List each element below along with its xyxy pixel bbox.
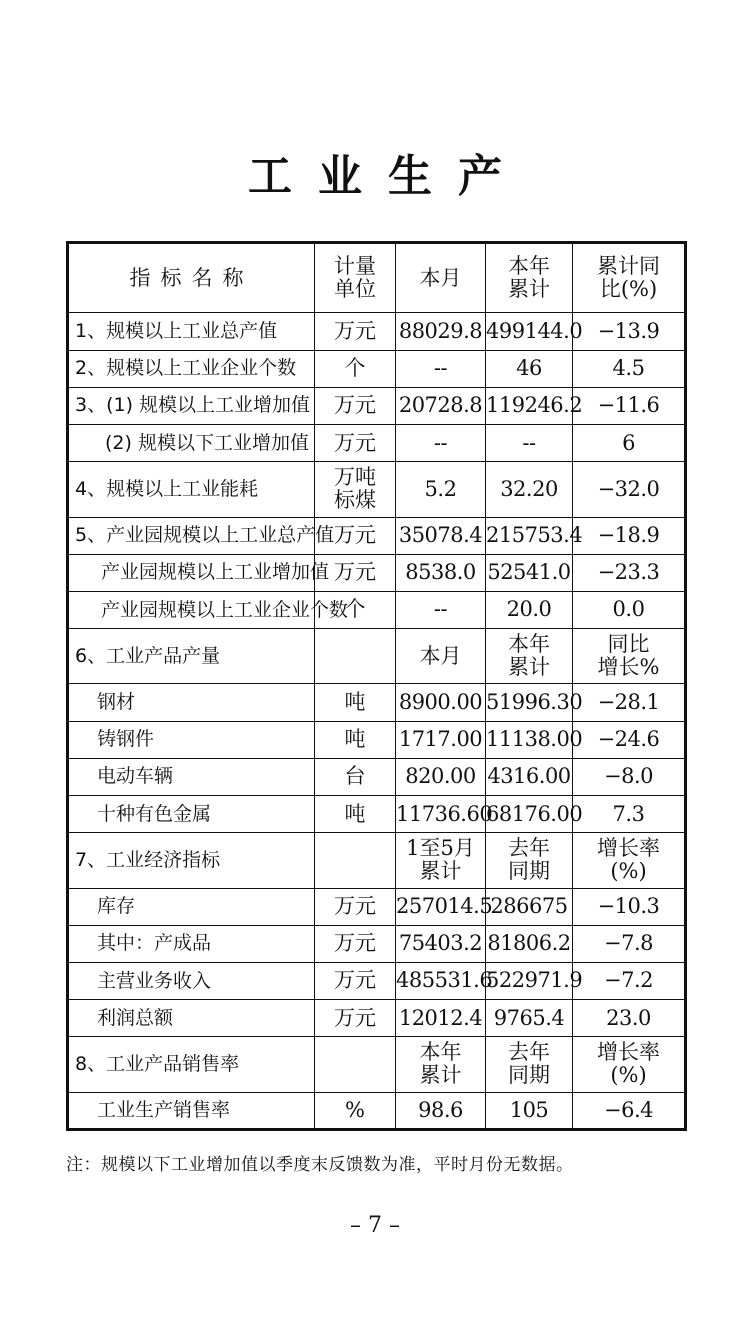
row-month: 88029.8 — [396, 313, 486, 350]
row-name: 3、(1) 规模以上工业增加值 — [68, 387, 315, 424]
row-cumulative: 4316.00 — [486, 758, 573, 795]
row-name: 其中：产成品 — [68, 925, 315, 962]
row-name: 产业园规模以上工业增加值 — [68, 554, 315, 591]
header-unit: 计量 单位 — [315, 243, 396, 313]
row-cumulative: 522971.9 — [486, 962, 573, 999]
row-month: 8538.0 — [396, 554, 486, 591]
section-unit — [315, 833, 396, 888]
row-month: -- — [396, 591, 486, 628]
row-name: 2、规模以上工业企业个数 — [68, 350, 315, 387]
row-cumulative: 20.0 — [486, 591, 573, 628]
row-month: 8900.00 — [396, 684, 486, 721]
row-name: 1、规模以上工业总产值 — [68, 313, 315, 350]
row-month: -- — [396, 350, 486, 387]
table-row — [68, 313, 686, 350]
section-col3: 增长率 (%) — [573, 833, 686, 888]
row-yoy: −24.6 — [573, 721, 686, 758]
header-yoy: 累计同 比(%) — [573, 243, 686, 313]
section-unit — [315, 629, 396, 684]
row-month: 20728.8 — [396, 387, 486, 424]
section-col1: 本年 累计 — [396, 1037, 486, 1092]
row-cumulative: 32.20 — [486, 462, 573, 517]
row-cumulative: 119246.2 — [486, 387, 573, 424]
row-month: 98.6 — [396, 1092, 486, 1129]
table-row — [68, 925, 686, 962]
section-name: 6、工业产品产量 — [68, 629, 315, 684]
table-row — [68, 591, 686, 628]
row-yoy: −23.3 — [573, 554, 686, 591]
row-unit: 个 — [315, 350, 396, 387]
section-header-row — [68, 1037, 686, 1092]
row-yoy: −32.0 — [573, 462, 686, 517]
row-name: 主营业务收入 — [68, 962, 315, 999]
table-row — [68, 517, 686, 554]
section-unit — [315, 1037, 396, 1092]
section-col3: 增长率 (%) — [573, 1037, 686, 1092]
section-name: 7、工业经济指标 — [68, 833, 315, 888]
header-name: 指标名称 — [68, 243, 315, 313]
row-name: 电动车辆 — [68, 758, 315, 795]
row-cumulative: 11138.00 — [486, 721, 573, 758]
row-unit: 万元 — [315, 554, 396, 591]
row-unit: 万元 — [315, 517, 396, 554]
row-month: 75403.2 — [396, 925, 486, 962]
row-yoy: 7.3 — [573, 796, 686, 833]
row-name: 5、产业园规模以上工业总产值 — [68, 517, 315, 554]
row-unit: 吨 — [315, 796, 396, 833]
row-name: 库存 — [68, 888, 315, 925]
row-yoy: 4.5 — [573, 350, 686, 387]
table-row — [68, 796, 686, 833]
section-header-row — [68, 629, 686, 684]
row-month: 35078.4 — [396, 517, 486, 554]
table-row — [68, 462, 686, 517]
row-month: 12012.4 — [396, 1000, 486, 1037]
row-name: 铸钢件 — [68, 721, 315, 758]
row-name: 钢材 — [68, 684, 315, 721]
row-cumulative: 105 — [486, 1092, 573, 1129]
row-month: 485531.6 — [396, 962, 486, 999]
row-unit: 万元 — [315, 962, 396, 999]
row-month: 11736.60 — [396, 796, 486, 833]
table-row — [68, 554, 686, 591]
page-title: 工业生产 — [248, 151, 528, 202]
footnote: 注：规模以下工业增加值以季度末反馈数为准，平时月份无数据。 — [66, 1155, 574, 1175]
row-cumulative: 286675 — [486, 888, 573, 925]
table-row — [68, 684, 686, 721]
table-row — [68, 387, 686, 424]
row-month: -- — [396, 425, 486, 462]
row-yoy: −6.4 — [573, 1092, 686, 1129]
table-row — [68, 350, 686, 387]
row-yoy: −18.9 — [573, 517, 686, 554]
section-header-row — [68, 833, 686, 888]
section-col1: 1至5月 累计 — [396, 833, 486, 888]
row-yoy: −11.6 — [573, 387, 686, 424]
row-month: 257014.5 — [396, 888, 486, 925]
table-row — [68, 721, 686, 758]
row-unit: 吨 — [315, 721, 396, 758]
row-unit: 万元 — [315, 888, 396, 925]
industrial-production-table — [66, 241, 687, 1131]
row-unit: 万吨 标煤 — [315, 462, 396, 517]
page-number: – 7 – — [350, 1213, 400, 1238]
row-name: 十种有色金属 — [68, 796, 315, 833]
row-yoy: 23.0 — [573, 1000, 686, 1037]
row-yoy: 0.0 — [573, 591, 686, 628]
row-month: 5.2 — [396, 462, 486, 517]
row-cumulative: -- — [486, 425, 573, 462]
row-unit: % — [315, 1092, 396, 1129]
row-cumulative: 51996.30 — [486, 684, 573, 721]
row-yoy: 6 — [573, 425, 686, 462]
row-cumulative: 52541.0 — [486, 554, 573, 591]
row-unit: 万元 — [315, 1000, 396, 1037]
row-cumulative: 46 — [486, 350, 573, 387]
table-row — [68, 1000, 686, 1037]
table-header-row — [68, 243, 686, 313]
table-row — [68, 888, 686, 925]
header-month: 本月 — [396, 243, 486, 313]
header-cumulative: 本年 累计 — [486, 243, 573, 313]
table-row — [68, 758, 686, 795]
row-yoy: −7.2 — [573, 962, 686, 999]
section-col2: 本年 累计 — [486, 629, 573, 684]
row-month: 820.00 — [396, 758, 486, 795]
row-cumulative: 215753.4 — [486, 517, 573, 554]
row-unit: 个 — [315, 591, 396, 628]
section-name: 8、工业产品销售率 — [68, 1037, 315, 1092]
row-unit: 万元 — [315, 313, 396, 350]
section-col3: 同比 增长% — [573, 629, 686, 684]
table-row — [68, 1092, 686, 1129]
section-col2: 去年 同期 — [486, 833, 573, 888]
row-yoy: −13.9 — [573, 313, 686, 350]
row-yoy: −8.0 — [573, 758, 686, 795]
row-unit: 万元 — [315, 425, 396, 462]
row-name: 利润总额 — [68, 1000, 315, 1037]
row-unit: 万元 — [315, 387, 396, 424]
row-cumulative: 81806.2 — [486, 925, 573, 962]
section-col2: 去年 同期 — [486, 1037, 573, 1092]
row-unit: 吨 — [315, 684, 396, 721]
row-cumulative: 68176.00 — [486, 796, 573, 833]
row-yoy: −7.8 — [573, 925, 686, 962]
row-unit: 台 — [315, 758, 396, 795]
row-name: 工业生产销售率 — [68, 1092, 315, 1129]
section-col1: 本月 — [396, 629, 486, 684]
row-name: 产业园规模以上工业企业个数 — [68, 591, 315, 628]
row-unit: 万元 — [315, 925, 396, 962]
row-yoy: −10.3 — [573, 888, 686, 925]
row-month: 1717.00 — [396, 721, 486, 758]
row-name: (2) 规模以下工业增加值 — [68, 425, 315, 462]
table-row — [68, 962, 686, 999]
row-cumulative: 9765.4 — [486, 1000, 573, 1037]
row-name: 4、规模以上工业能耗 — [68, 462, 315, 517]
row-yoy: −28.1 — [573, 684, 686, 721]
row-cumulative: 499144.0 — [486, 313, 573, 350]
table-row — [68, 425, 686, 462]
